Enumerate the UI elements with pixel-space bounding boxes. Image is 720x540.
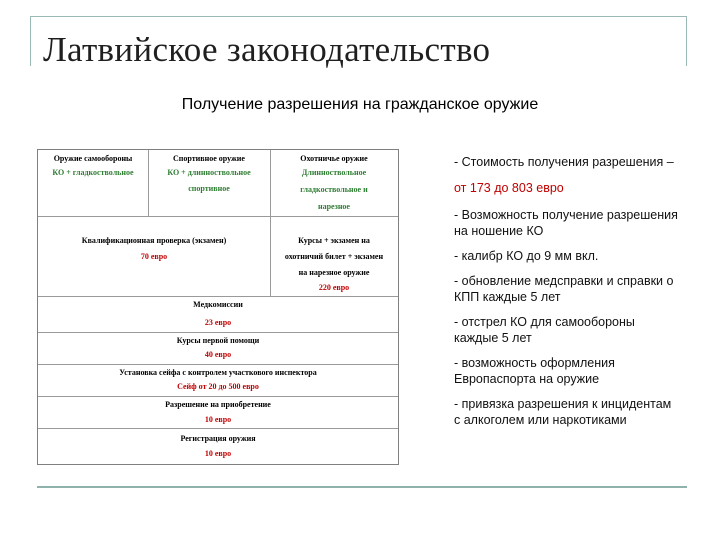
col-hunting-value-3: нарезное — [318, 202, 350, 211]
table-divider — [38, 396, 398, 397]
col-sport-value-2: спортивное — [188, 184, 230, 193]
bullet-list — [454, 154, 679, 437]
registration-price: 10 евро — [204, 449, 232, 458]
slide-subtitle: Получение разрешения на гражданское оружие — [181, 96, 539, 113]
bullet-caliber: - калибр КО до 9 мм вкл. — [454, 249, 599, 263]
frame-left-line — [30, 16, 31, 66]
first-aid-price: 40 евро — [204, 350, 232, 359]
safe-label: Установка сейфа с контролем участкового инспектора — [119, 368, 317, 377]
col-self-defense-value: КО + гладкоствольное — [52, 168, 134, 177]
cost-table — [37, 149, 399, 465]
col-sport-header: Спортивное оружие — [173, 154, 245, 163]
col-hunting-header: Охотничье оружие — [300, 154, 368, 163]
col-self-defense-header: Оружие самообороны — [53, 154, 133, 163]
col-hunting-value-1: Длинноствольное — [301, 168, 367, 177]
bullet-europassport: - возможность оформления Европаспорта на оружие — [454, 356, 615, 386]
purchase-permit-label: Разрешение на приобретение — [165, 400, 271, 409]
bullet-cost: - Стоимость получения разрешения – — [454, 155, 674, 169]
hunting-course-line-3: на нарезное оружие — [298, 268, 370, 277]
table-divider — [38, 428, 398, 429]
first-aid-label: Курсы первой помощи — [176, 336, 260, 345]
registration-label: Регистрация оружия — [180, 434, 256, 443]
slide-title: Латвийское законодательство — [43, 30, 491, 69]
table-divider — [38, 332, 398, 333]
bottom-divider — [37, 486, 687, 488]
col-sport-value-1: КО + длинноствольное — [167, 168, 251, 177]
bullet-medical-renewal: - обновление медсправки и справки о КПП каждые 5 лет — [454, 274, 674, 304]
exam-price: 70 евро — [140, 252, 168, 261]
safe-price: Сейф от 20 до 500 евро — [177, 382, 259, 391]
hunting-course-price: 220 евро — [318, 283, 350, 292]
frame-right-line — [686, 16, 687, 66]
bullet-cost-range: от 173 до 803 евро — [454, 181, 564, 195]
table-divider — [38, 296, 398, 297]
table-divider — [38, 364, 398, 365]
frame-top-line — [30, 16, 687, 17]
medical-price: 23 евро — [204, 318, 232, 327]
purchase-permit-price: 10 евро — [204, 415, 232, 424]
bullet-carry-permit: - Возможность получение разрешения на ношение КО — [454, 208, 678, 238]
exam-label: Квалификационная проверка (экзамен) — [81, 236, 227, 245]
table-divider — [38, 216, 398, 217]
col-hunting-value-2: гладкоствольное и — [300, 185, 368, 194]
bullet-incidents: - привязка разрешения к инцидентам с алкоголем или наркотиками — [454, 397, 672, 427]
medical-label: Медкомиссии — [193, 300, 243, 309]
hunting-course-line-2: охотничий билет + экзамен — [284, 252, 384, 261]
bullet-shooting-renewal: - отстрел КО для самообороны каждые 5 лет — [454, 315, 635, 345]
hunting-course-line-1: Курсы + экзамен на — [298, 236, 370, 245]
